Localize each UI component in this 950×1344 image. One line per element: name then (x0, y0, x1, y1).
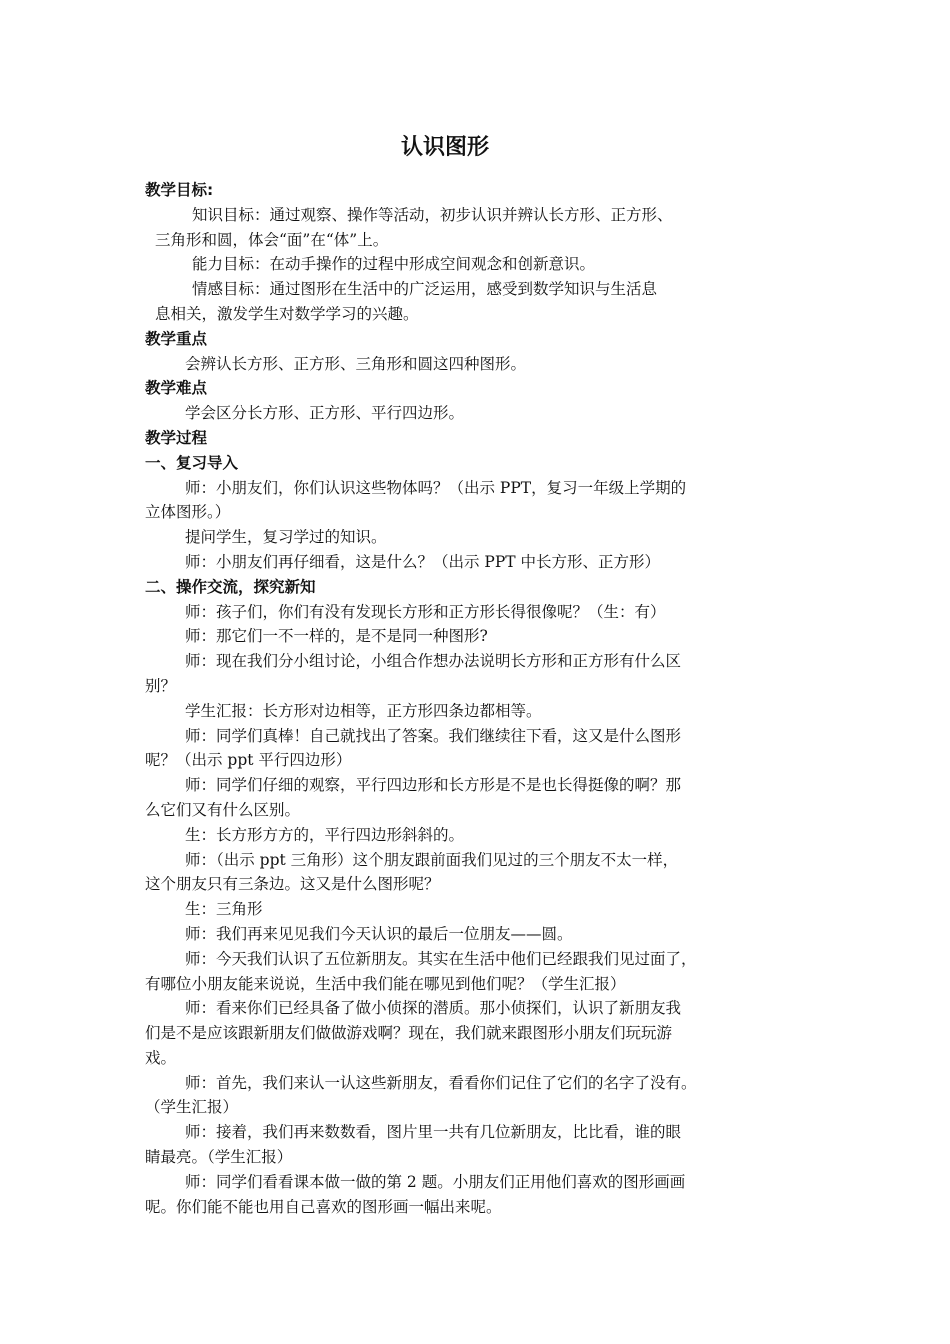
paragraph-line: 提问学生，复习学过的知识。 (185, 528, 387, 547)
paragraph-line: 们是不是应该跟新朋友们做做游戏啊？现在，我们就来跟图形小朋友们玩玩游 (145, 1024, 673, 1043)
paragraph-line: 师：同学们仔细的观察，平行四边形和长方形是不是也长得挺像的啊？那 (185, 776, 682, 795)
paragraph-line: 师：小朋友们，你们认识这些物体吗？（出示 PPT，复习一年级上学期的 (185, 478, 687, 497)
paragraph-line: 师：同学们真棒！自己就找出了答案。我们继续往下看，这又是什么图形 (185, 726, 682, 745)
paragraph-line: 师：我们再来见见我们今天认识的最后一位朋友——圆。 (185, 924, 573, 943)
paragraph-line: 睛最亮。（学生汇报） (145, 1148, 293, 1167)
paragraph-line: 呢？（出示 ppt 平行四边形） (145, 751, 352, 770)
section-heading: 二、操作交流，探究新知 (145, 577, 316, 596)
paragraph-line: 别？ (145, 676, 177, 695)
paragraph-line: 学生汇报：长方形对边相等，正方形四条边都相等。 (185, 701, 542, 720)
section-heading: 教学难点 (145, 379, 208, 398)
paragraph-line: 这个朋友只有三条边。这又是什么图形呢？ (145, 875, 440, 894)
paragraph-line: 情感目标：通过图形在生活中的广泛运用，感受到数学知识与生活息 (192, 280, 658, 299)
paragraph-line: 知识目标：通过观察、操作等活动，初步认识并辨认长方形、正方形、 (192, 205, 673, 224)
paragraph-line: 师：同学们看看课本做一做的第 2 题。小朋友们正用他们喜欢的图形画画 (185, 1172, 686, 1191)
paragraph-line: （学生汇报） (145, 1098, 239, 1117)
paragraph-line: 么它们又有什么区别。 (145, 800, 301, 819)
paragraph-line: 戏。 (145, 1048, 177, 1067)
section-heading: 教学目标: (145, 181, 214, 199)
paragraph-line: 师：那它们一不一样的，是不是同一种图形? (185, 627, 488, 646)
paragraph-line: 师：今天我们认识了五位新朋友。其实在生活中他们已经跟我们见过面了， (185, 949, 697, 968)
paragraph-line: 息相关，激发学生对数学学习的兴趣。 (155, 304, 419, 323)
paragraph-line: 师：孩子们，你们有没有发现长方形和正方形长得很像呢？（生：有） (185, 602, 666, 621)
document-title: 认识图形 (400, 135, 489, 160)
paragraph-line: 师：看来你们已经具备了做小侦探的潜质。那小侦探们，认识了新朋友我 (185, 999, 682, 1018)
paragraph-line: 会辨认长方形、正方形、三角形和圆这四种图形。 (185, 354, 527, 373)
section-heading: 一、复习导入 (145, 453, 239, 472)
paragraph-line: 师：现在我们分小组讨论，小组合作想办法说明长方形和正方形有什么区 (185, 652, 682, 671)
paragraph-line: 师：首先，我们来认一认这些新朋友，看看你们记住了它们的名字了没有。 (185, 1073, 697, 1092)
paragraph-line: 有哪位小朋友能来说说，生活中我们能在哪见到他们呢？（学生汇报） (145, 974, 626, 993)
paragraph-line: 师：小朋友们再仔细看，这是什么？（出示 PPT 中长方形、正方形） (185, 552, 661, 571)
section-heading: 教学过程 (145, 428, 208, 447)
paragraph-line: 呢。你们能不能也用自己喜欢的图形画一幅出来呢。 (145, 1197, 502, 1216)
paragraph-line: 师：接着，我们再来数数看，图片里一共有几位新朋友，比比看，谁的眼 (185, 1123, 682, 1142)
paragraph-line: 生：长方形方方的，平行四边形斜斜的。 (185, 825, 465, 844)
paragraph-line: 学会区分长方形、正方形、平行四边形。 (185, 404, 465, 423)
document-body (145, 178, 825, 1219)
paragraph-line: 师：（出示 ppt 三角形）这个朋友跟前面我们见过的三个朋友不太一样， (185, 850, 679, 869)
section-heading: 教学重点 (145, 329, 208, 348)
paragraph-line: 能力目标：在动手操作的过程中形成空间观念和创新意识。 (192, 255, 596, 274)
paragraph-line: 三角形和圆，体会“面”在“体”上。 (155, 230, 389, 249)
paragraph-line: 立体图形。） (145, 503, 231, 522)
paragraph-line: 生：三角形 (185, 900, 263, 919)
